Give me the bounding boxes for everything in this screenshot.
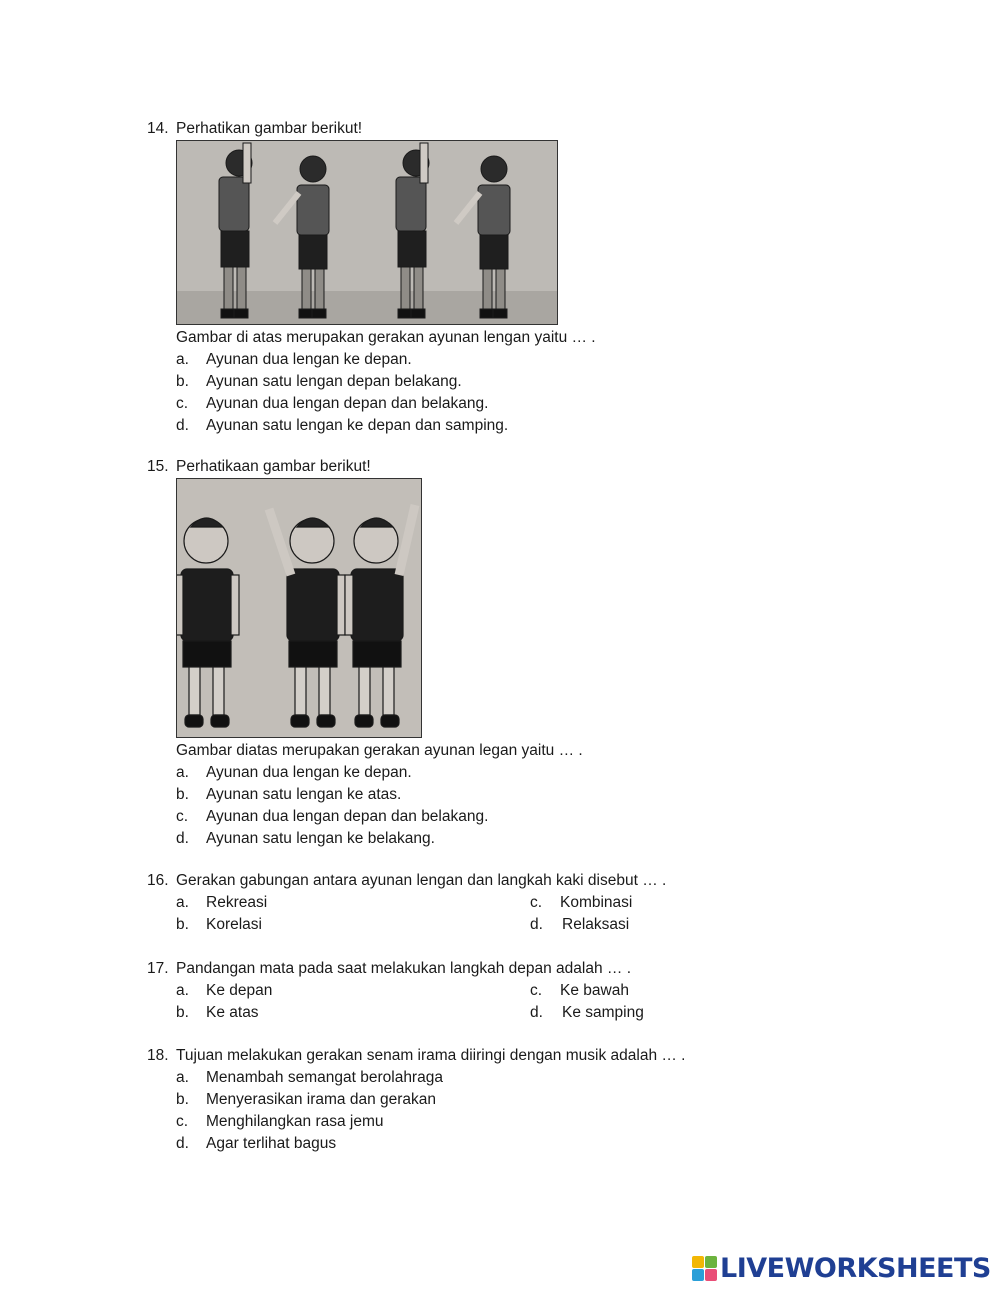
option-a[interactable] [176,892,267,914]
option-text: Ayunan dua lengan ke depan. [206,351,412,368]
option-a[interactable] [147,1067,847,1089]
option-letter: c. [176,395,189,412]
option-letter: c. [176,808,189,825]
option-letter: c. [176,1113,189,1130]
option-a[interactable] [176,980,272,1002]
liveworksheets-wordmark: LIVEWORKSHEETS [720,1253,991,1284]
option-text: Ayunan dua lengan depan dan belakang. [206,808,489,825]
question-text: Pandangan mata pada saat melakukan langkah depan adalah … . [176,960,632,977]
option-d[interactable] [147,828,847,850]
option-text: Ayunan satu lengan ke atas. [206,786,402,803]
option-c[interactable] [530,980,629,1002]
question-14 [147,118,847,437]
option-c[interactable] [147,1111,847,1133]
option-letter: a. [176,764,189,781]
option-letter: b. [176,916,189,933]
option-letter: d. [176,1135,189,1152]
option-d[interactable] [147,1133,847,1155]
option-text: Ke atas [206,1004,259,1021]
question-stem [147,118,847,140]
question-17 [147,958,847,1024]
option-b[interactable] [176,914,262,936]
option-text: Ke depan [206,982,273,999]
option-letter: a. [176,982,189,999]
option-d[interactable] [530,914,629,936]
option-c[interactable] [147,806,847,828]
option-letter: a. [176,1069,189,1086]
question-text: Perhatikaan gambar berikut! [176,458,371,475]
question-stem [147,1045,847,1067]
question-caption: Gambar di atas merupakan gerakan ayunan lengan yaitu … . [176,329,596,346]
question-18 [147,1045,847,1155]
option-letter: d. [530,1004,543,1021]
question-text: Perhatikan gambar berikut! [176,120,363,137]
option-d[interactable] [147,415,847,437]
option-b[interactable] [147,371,847,393]
question-stem [147,456,847,478]
question-number: 18. [147,1047,169,1064]
option-b[interactable] [176,1002,259,1024]
option-text: Kombinasi [560,894,633,911]
question-stem [147,870,847,892]
illustration-arm-raise [176,478,422,738]
question-text: Gerakan gabungan antara ayunan lengan dan langkah kaki disebut … . [176,872,667,889]
option-b[interactable] [147,1089,847,1111]
option-letter: b. [176,373,189,390]
option-letter: c. [530,894,543,911]
option-letter: a. [176,351,189,368]
question-15 [147,456,847,850]
option-text: Menyerasikan irama dan gerakan [206,1091,437,1108]
option-a[interactable] [147,762,847,784]
option-text: Ke bawah [560,982,629,999]
option-b[interactable] [147,784,847,806]
option-letter: d. [530,916,543,933]
illustration-arm-swing [176,140,558,325]
option-text: Ayunan satu lengan ke belakang. [206,830,435,847]
option-letter: c. [530,982,543,999]
option-text: Ayunan dua lengan depan dan belakang. [206,395,489,412]
option-letter: b. [176,1091,189,1108]
option-a[interactable] [147,349,847,371]
option-letter: b. [176,1004,189,1021]
option-c[interactable] [530,892,632,914]
option-text: Rekreasi [206,894,268,911]
question-text: Tujuan melakukan gerakan senam irama diiringi dengan musik adalah … . [176,1047,686,1064]
option-d[interactable] [530,1002,644,1024]
question-16 [147,870,847,936]
liveworksheets-logo-icon [692,1256,718,1282]
question-stem [147,958,847,980]
option-text: Ayunan satu lengan ke depan dan samping. [206,417,509,434]
option-text: Menghilangkan rasa jemu [206,1113,384,1130]
option-letter: a. [176,894,189,911]
liveworksheets-logo [692,1254,991,1284]
question-number: 15. [147,458,169,475]
option-text: Korelasi [206,916,262,933]
option-text: Ayunan satu lengan depan belakang. [206,373,462,390]
option-text: Relaksasi [562,916,630,933]
option-c[interactable] [147,393,847,415]
option-text: Ayunan dua lengan ke depan. [206,764,412,781]
option-letter: d. [176,417,189,434]
option-text: Ke samping [562,1004,644,1021]
question-number: 16. [147,872,169,889]
question-number: 17. [147,960,169,977]
option-text: Agar terlihat bagus [206,1135,337,1152]
question-caption: Gambar diatas merupakan gerakan ayunan legan yaitu … . [176,742,583,759]
option-letter: d. [176,830,189,847]
option-letter: b. [176,786,189,803]
option-text: Menambah semangat berolahraga [206,1069,443,1086]
question-number: 14. [147,120,169,137]
